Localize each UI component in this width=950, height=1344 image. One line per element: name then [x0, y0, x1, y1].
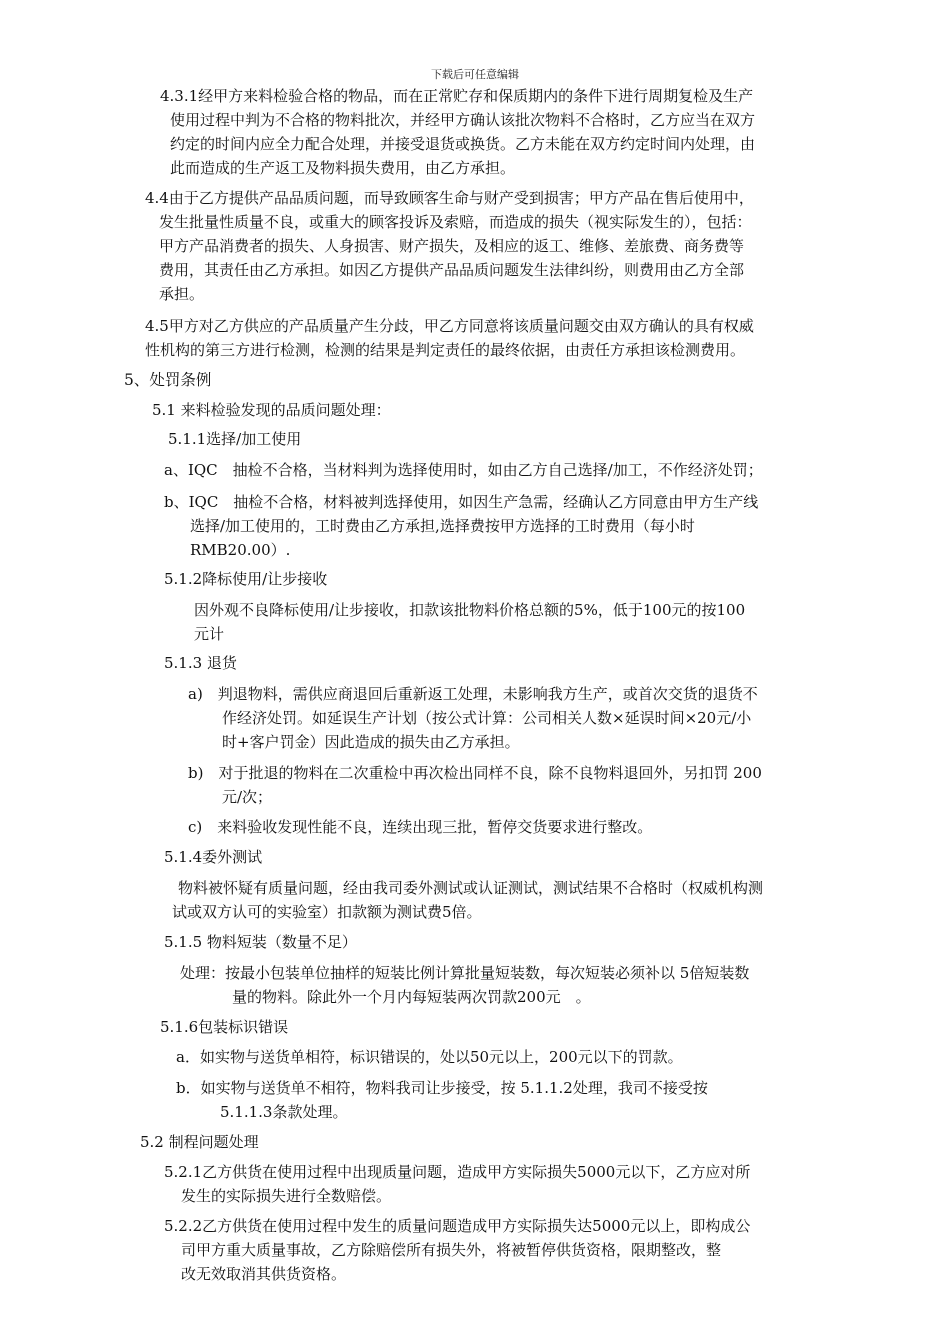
text-line: 司甲方重大质量事故，乙方除赔偿所有损失外，将被暂停供货资格，限期整改，整: [181, 1241, 722, 1259]
text-line: 5.1.1.3条款处理。: [220, 1103, 348, 1121]
text-line: 4.4由于乙方提供产品品质问题，而导致顾客生命与财产受到损害；甲方产品在售后使用中，: [145, 189, 754, 207]
text-line: 改无效取消其供货资格。: [181, 1265, 347, 1283]
item-5-1-1-b: [164, 490, 758, 562]
text-line: 试或双方认可的实验室）扣款额为测试费5倍。: [172, 903, 482, 921]
text-line: 5.1.4委外测试: [164, 848, 263, 866]
text-line: 因外观不良降标使用/让步接收，扣款该批物料价格总额的5%，低于100元的按100: [194, 601, 746, 619]
text-line: 发生的实际损失进行全数赔偿。: [181, 1187, 392, 1205]
text-line: 约定的时间内应全力配合处理，并接受退货或换货。乙方未能在双方约定时间内处理，由: [170, 135, 756, 153]
text-line: 5.1.1选择/加工使用: [168, 430, 302, 448]
item-5-1-6-b: [176, 1076, 708, 1124]
item-5-1-4: [172, 876, 764, 924]
text-line: 5.2.2乙方供货在使用过程中发生的质量问题造成甲方实际损失达5000元以上，即构成公: [164, 1217, 751, 1235]
text-line: b、IQC 抽检不合格，材料被判选择使用，如因生产急需，经确认乙方同意由甲方生产线: [164, 493, 759, 511]
text-line: 时+客户罚金）因此造成的损失由乙方承担。: [222, 733, 520, 751]
item-5-1-3-a: [188, 682, 758, 754]
item-5-2-2: [164, 1214, 750, 1286]
section-5-heading: [124, 368, 211, 392]
item-5-1-3-c: [188, 815, 652, 839]
item-5-1-1-a: [164, 458, 763, 482]
section-5-1-3-heading: [164, 651, 237, 675]
clause-4-3-1: [160, 84, 755, 180]
item-5-1-3-b: [188, 761, 762, 809]
text-line: 5、处罚条例: [124, 371, 212, 389]
text-line: 性机构的第三方进行检测，检测的结果是判定责任的最终依据，由责任方承担该检测费用。: [145, 341, 746, 359]
text-line: a) 判退物料，需供应商退回后重新返工处理，未影响我方生产，或首次交货的退货不: [188, 685, 758, 703]
text-line: 5.1.6包装标识错误: [160, 1018, 289, 1036]
text-line: 4.5甲方对乙方供应的产品质量产生分歧，甲乙方同意将该质量问题交由双方确认的具有权威: [145, 317, 754, 335]
text-line: 5.1.3 退货: [164, 654, 237, 672]
section-5-1-4-heading: [164, 845, 262, 869]
section-5-1-6-heading: [160, 1015, 288, 1039]
text-line: 选择/加工使用的，工时费由乙方承担,选择费按甲方选择的工时费用（每小时: [190, 517, 695, 535]
text-line: 发生批量性质量不良，或重大的顾客投诉及索赔，而造成的损失（视实际发生的），包括：: [159, 213, 752, 231]
text-line: 5.1.2降标使用/让步接收: [164, 570, 328, 588]
text-line: 使用过程中判为不合格的物料批次，并经甲方确认该批次物料不合格时，乙方应当在双方: [170, 111, 756, 129]
text-line: a、IQC 抽检不合格，当材料判为选择使用时，如由乙方自己选择/加工，不作经济处罚；: [164, 461, 763, 479]
text-line: RMB20.00）.: [190, 541, 291, 559]
section-5-1-1-heading: [168, 427, 301, 451]
item-5-1-2: [194, 598, 745, 646]
section-5-1-5-heading: [164, 930, 357, 954]
text-line: 量的物料。除此外一个月内每短装两次罚款200元 。: [232, 988, 591, 1006]
text-line: 作经济处罚。如延误生产计划（按公式计算：公司相关人数×延误时间×20元/小: [222, 709, 752, 727]
text-line: 元计: [194, 625, 225, 643]
page-header: 下载后可任意编辑: [431, 68, 519, 81]
text-line: 5.1.5 物料短装（数量不足）: [164, 933, 357, 951]
clause-4-5: [145, 314, 754, 362]
section-5-1-heading: [152, 398, 391, 422]
text-line: a．如实物与送货单相符，标识错误的，处以50元以上，200元以下的罚款。: [176, 1048, 683, 1066]
item-5-2-1: [164, 1160, 750, 1208]
item-5-1-6-a: [176, 1045, 683, 1069]
clause-4-4: [145, 186, 754, 306]
text-line: 物料被怀疑有质量问题，经由我司委外测试或认证测试，测试结果不合格时（权威机构测: [178, 879, 764, 897]
text-line: c) 来料验收发现性能不良，连续出现三批，暂停交货要求进行整改。: [188, 818, 653, 836]
text-line: 5.2.1乙方供货在使用过程中出现质量问题，造成甲方实际损失5000元以下，乙方应对所: [164, 1163, 751, 1181]
text-line: 承担。: [159, 285, 205, 303]
item-5-1-5: [180, 961, 749, 1009]
text-line: 4.3.1经甲方来料检验合格的物品，而在正常贮存和保质期内的条件下进行周期复检及生产: [160, 87, 754, 105]
text-line: 元/次；: [222, 788, 273, 806]
text-line: 费用，其责任由乙方承担。如因乙方提供产品品质问题发生法律纠纷，则费用由乙方全部: [159, 261, 745, 279]
text-line: b) 对于批退的物料在二次重检中再次检出同样不良，除不良物料退回外，另扣罚 200: [188, 764, 762, 782]
text-line: 处理：按最小包装单位抽样的短装比例计算批量短装数，每次短装必须补以 5倍短装数: [180, 964, 750, 982]
text-line: b．如实物与送货单不相符，物料我司让步接受，按 5.1.1.2处理，我司不接受按: [176, 1079, 708, 1097]
text-line: 甲方产品消费者的损失、人身损害、财产损失，及相应的返工、维修、差旅费、商务费等: [159, 237, 745, 255]
text-line: 5.1 来料检验发现的品质问题处理：: [152, 401, 391, 419]
text-line: 此而造成的生产返工及物料损失费用，由乙方承担。: [170, 159, 516, 177]
section-5-2-heading: [140, 1130, 259, 1154]
text-line: 5.2 制程问题处理: [140, 1133, 259, 1151]
section-5-1-2-heading: [164, 567, 327, 591]
